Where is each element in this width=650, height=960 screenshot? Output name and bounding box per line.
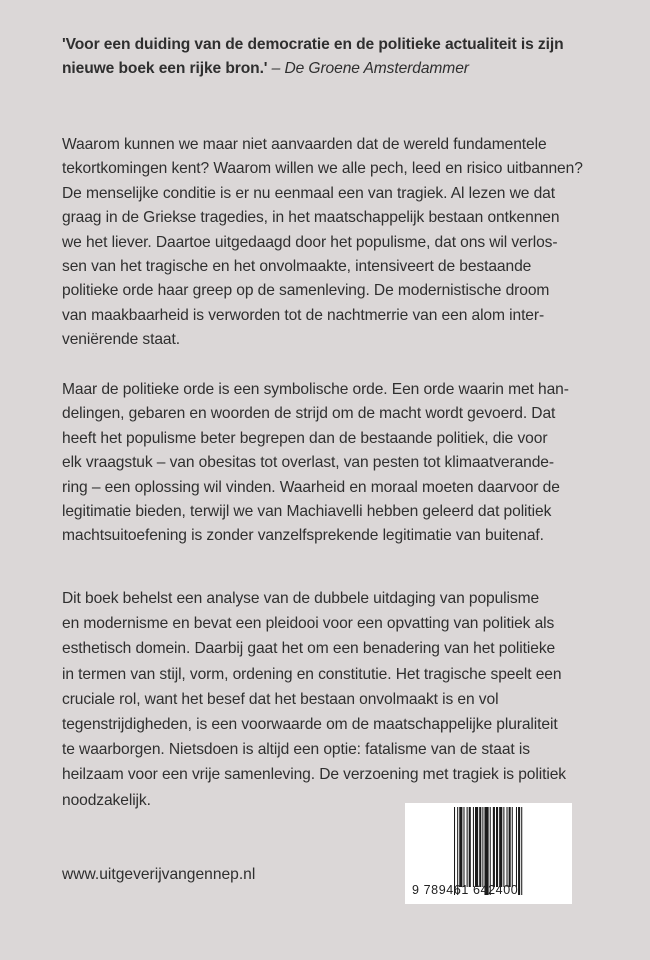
paragraph-line: graag in de Griekse tragedies, in het maatschappelijk bestaan ontkennen — [62, 209, 560, 227]
barcode-bar — [507, 807, 508, 887]
paragraph-line: delingen, gebaren en woorden de strijd om de macht wordt gevoerd. Dat — [62, 405, 556, 423]
barcode-bar — [499, 807, 502, 887]
paragraph-line: tegenstrijdigheden, is een voorwaarde om de maatschappelijke pluraliteit — [62, 716, 558, 734]
paragraph-line: De menselijke conditie is er nu eenmaal een van tragiek. Al lezen we dat — [62, 184, 555, 202]
paragraph-line: te waarborgen. Nietsdoen is altijd een optie: fatalisme van de staat is — [62, 741, 530, 759]
paragraph-line: machtsuitoefening is zonder vanzelfsprekende legitimatie van buitenaf. — [62, 527, 544, 545]
paragraph-line: elk vraagstuk – van obesitas tot overlast, van pesten tot klimaatverande- — [62, 454, 554, 472]
paragraph-line: we het liever. Daartoe uitgedaagd door het populisme, dat ons wil verlos- — [62, 233, 558, 251]
barcode-bar — [473, 807, 474, 887]
review-quote — [62, 33, 622, 82]
barcode-bar — [509, 807, 511, 887]
paragraph-line: cruciale rol, want het besef dat het bestaan onvolmaakt is en vol — [62, 690, 499, 708]
paragraph-line: en modernisme en bevat een pleidooi voor een opvatting van politiek als — [62, 615, 555, 633]
barcode-bar — [467, 807, 468, 887]
quote-line: nieuwe boek een rijke bron.' — [62, 60, 268, 78]
paragraph-line: heeft het populisme beter begrepen dan de bestaande politiek, die voor — [62, 429, 548, 447]
barcode-bar — [503, 807, 504, 887]
paragraph-line: veniërende staat. — [62, 331, 180, 349]
barcode-bar — [454, 807, 455, 895]
barcode-bar — [512, 807, 513, 887]
quote-source: – De Groene Amsterdammer — [267, 60, 469, 78]
paragraph-line: sen van het tragische en het onvolmaakte, intensiveert de bestaande — [62, 258, 532, 276]
barcode-bar — [484, 807, 488, 895]
barcode-bar — [463, 807, 464, 887]
paragraph-3 — [62, 586, 622, 813]
isbn-digits: 9 789461 642400 — [412, 883, 519, 897]
barcode-bar — [469, 807, 471, 887]
barcode-bar — [459, 807, 462, 887]
barcode-bar — [457, 807, 458, 895]
barcode-bar — [479, 807, 481, 887]
quote-line: 'Voor een duiding van de democratie en de politieke actualiteit is zijn — [62, 36, 564, 53]
paragraph-line: noodzakelijk. — [62, 791, 151, 809]
paragraph-line: in termen van stijl, vorm, ordening en constitutie. Het tragische speelt een — [62, 665, 562, 683]
barcode-bar — [521, 807, 522, 895]
paragraph-2 — [62, 378, 622, 549]
paragraph-line: ring – een oplossing wil vinden. Waarheid en moraal moeten daarvoor de — [62, 478, 560, 496]
publisher-website[interactable]: www.uitgeverijvangennep.nl — [62, 866, 256, 883]
barcode-bar — [490, 807, 491, 895]
paragraph-line: politieke orde haar greep op de samenleving. De modernistische droom — [62, 282, 550, 300]
paragraph-line: Dit boek behelst een analyse van de dubbele uitdaging van populisme — [62, 590, 540, 607]
paragraph-line: tekortkomingen kent? Waarom willen we alle pech, leed en risico uitbannen? — [62, 160, 583, 178]
paragraph-line: legitimatie bieden, terwijl we van Machiavelli hebben geleerd dat politiek — [62, 503, 552, 521]
barcode-bar — [493, 807, 495, 887]
barcode-bar — [496, 807, 498, 887]
barcode-bar — [518, 807, 520, 895]
barcode-bar — [516, 807, 517, 887]
paragraph-1 — [62, 133, 622, 353]
paragraph-line: Maar de politieke orde is een symbolische orde. Een orde waarin met han- — [62, 381, 569, 398]
barcode-bar — [482, 807, 483, 887]
barcode-bar — [475, 807, 478, 887]
paragraph-line: Waarom kunnen we maar niet aanvaarden dat de wereld fundamentele — [62, 136, 547, 153]
paragraph-line: esthetisch domein. Daarbij gaat het om een benadering van het politieke — [62, 640, 556, 658]
isbn-barcode — [405, 803, 572, 904]
paragraph-line: van maakbaarheid is verworden tot de nachtmerrie van een alom inter- — [62, 306, 545, 324]
paragraph-line: heilzaam voor een vrije samenleving. De verzoening met tragiek is politiek — [62, 766, 566, 784]
